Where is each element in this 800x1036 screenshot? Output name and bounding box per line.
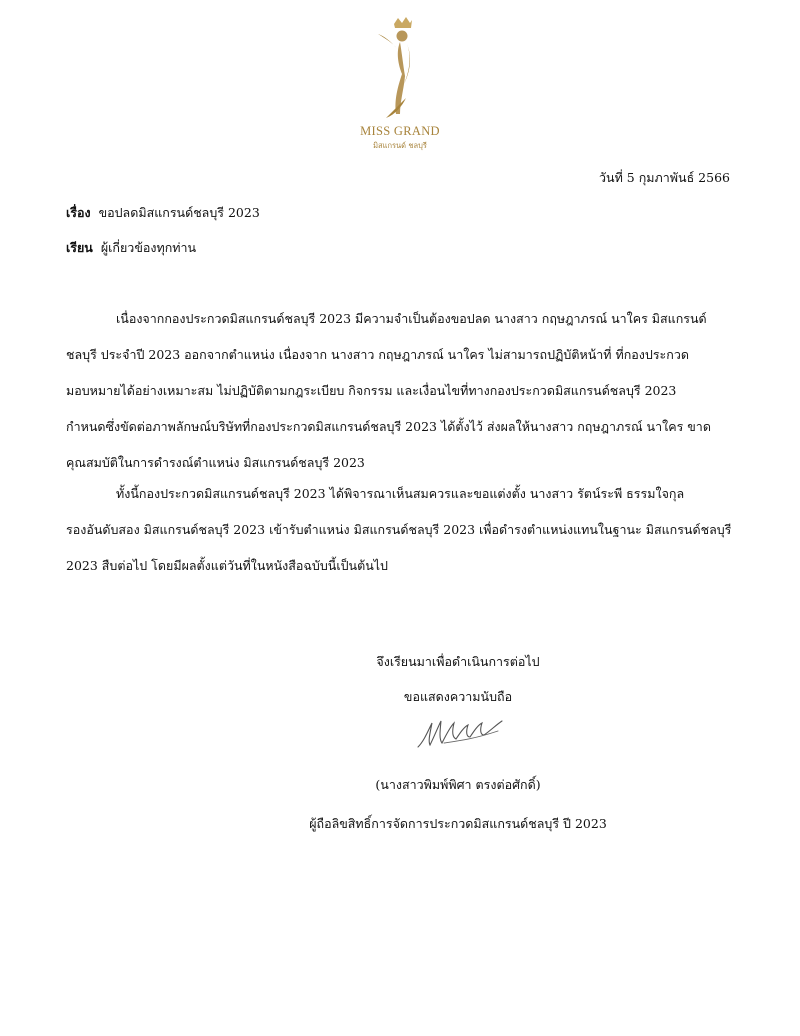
subject-value: ขอปลดมิสแกรนด์ชลบุรี 2023 bbox=[98, 205, 260, 220]
body-paragraph-2 bbox=[66, 486, 766, 594]
logo-sub-text: มิสแกรนด์ ชลบุรี bbox=[373, 141, 427, 150]
signatory-position: ผู้ถือลิขสิทธิ์การจัดการประกวดมิสแกรนด์ชลบุรี ปี 2023 bbox=[309, 816, 607, 831]
logo-emblem-icon bbox=[350, 14, 450, 126]
letter-date: วันที่ 5 กุมภาพันธ์ 2566 bbox=[599, 170, 730, 185]
handwritten-signature-icon bbox=[414, 713, 506, 753]
recipient-label: เรียน bbox=[66, 240, 93, 255]
paragraph-line: มอบหมายได้อย่างเหมาะสม ไม่ปฏิบัติตามกฎระเบียบ กิจกรรม และเงื่อนไขที่ทางกองประกวดมิสแกรนด์ชลบุรี 2023 bbox=[66, 383, 677, 398]
signatory-name: (นางสาวพิมพ์พิศา ตรงต่อศักดิ์) bbox=[375, 777, 541, 792]
recipient-line bbox=[66, 240, 196, 256]
paragraph-line: 2023 สืบต่อไป โดยมีผลตั้งแต่วันที่ในหนังสือฉบับนี้เป็นต้นไป bbox=[66, 558, 388, 573]
paragraph-line: กำหนดซึ่งขัดต่อภาพลักษณ์บริษัทที่กองประกวดมิสแกรนด์ชลบุรี 2023 ได้ตั้งไว้ ส่งผลให้นางสาว กฤษฎาภรณ์ นาใคร ขาด bbox=[66, 419, 711, 434]
recipient-value: ผู้เกี่ยวข้องทุกท่าน bbox=[100, 240, 197, 255]
paragraph-line: รองอันดับสอง มิสแกรนด์ชลบุรี 2023 เข้ารับตำแหน่ง มิสแกรนด์ชลบุรี 2023 เพื่อดำรงตำแหน่งแทนในฐานะ มิสแกรนด์ชลบุรี bbox=[66, 522, 732, 537]
logo-brand-text: MISS GRAND bbox=[360, 124, 440, 138]
subject-line bbox=[66, 205, 260, 221]
miss-grand-logo bbox=[350, 14, 450, 156]
paragraph-line: ทั้งนี้กองประกวดมิสแกรนด์ชลบุรี 2023 ได้พิจารณาเห็นสมควรและขอแต่งตั้ง นางสาว รัตน์ระพี ธรรมใจกุล bbox=[116, 486, 685, 501]
paragraph-line: ชลบุรี ประจำปี 2023 ออกจากตำแหน่ง เนื่องจาก นางสาว กฤษฎาภรณ์ นาใคร ไม่สามารถปฏิบัติหน้าที่ ที่กองประกวด bbox=[66, 347, 689, 362]
closing-line-1: จึงเรียนมาเพื่อดำเนินการต่อไป bbox=[376, 654, 540, 669]
paragraph-line: เนื่องจากกองประกวดมิสแกรนด์ชลบุรี 2023 มีความจำเป็นต้องขอปลด นางสาว กฤษฎาภรณ์ นาใคร มิสแกรนด์ bbox=[116, 311, 707, 326]
paragraph-line: คุณสมบัติในการดำรงณ์ตำแหน่ง มิสแกรนด์ชลบุรี 2023 bbox=[66, 455, 365, 470]
subject-label: เรื่อง bbox=[66, 205, 91, 220]
closing-line-2: ขอแสดงความนับถือ bbox=[403, 689, 513, 704]
body-paragraph-1 bbox=[66, 311, 766, 491]
